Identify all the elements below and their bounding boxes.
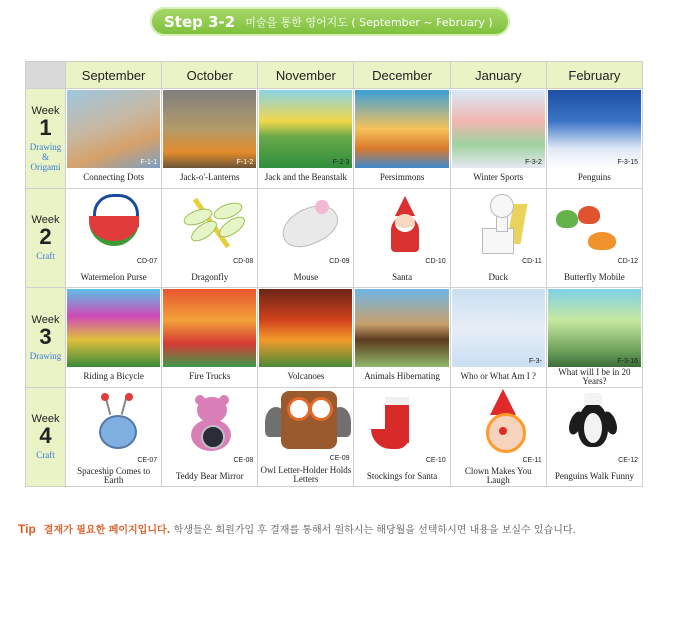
watermelon-shape [89, 216, 139, 246]
lesson-stockings-for-santa[interactable] [354, 388, 449, 487]
week-number: 1 [39, 114, 52, 140]
santa-hat-shape [395, 196, 415, 216]
lesson-code: F-3-2 [525, 158, 542, 166]
craft-thumbnail [548, 389, 641, 467]
craft-thumbnail [163, 190, 256, 268]
drawing-thumbnail [67, 289, 160, 367]
penguin-hat-shape [584, 393, 602, 405]
week-label: Week [31, 413, 60, 426]
craft-thumbnail [259, 389, 352, 465]
week-4-header [26, 388, 65, 487]
drawing-thumbnail [67, 90, 160, 168]
lesson-code: CD-07 [136, 258, 158, 265]
drawing-thumbnail [259, 289, 352, 367]
lesson-title: Dragonfly [191, 271, 229, 282]
lesson-code: F-3- [528, 357, 542, 365]
lesson-teddy-bear-mirror[interactable] [162, 388, 257, 487]
step-label: Step 3-2 [164, 12, 236, 31]
lesson-title: Volcanoes [287, 371, 325, 381]
craft-thumbnail [67, 190, 160, 268]
lesson-code: F-3-16 [617, 357, 638, 365]
week-2-header [26, 189, 65, 288]
table-corner [26, 62, 65, 88]
antenna-ball-shape [101, 393, 109, 401]
bear-head-shape [197, 397, 227, 423]
lesson-code: CE-12 [618, 457, 638, 464]
lesson-title: Duck [488, 271, 508, 282]
lesson-what-will-i-be[interactable] [547, 288, 642, 387]
lesson-penguins[interactable] [547, 89, 642, 188]
butterfly-shape [556, 210, 578, 228]
drawing-thumbnail [548, 289, 641, 367]
lesson-code: CE-09 [329, 455, 350, 462]
clown-nose-shape [499, 427, 507, 435]
lesson-title: Jack and the Beanstalk [264, 172, 348, 182]
week-3-header [26, 288, 65, 387]
drawing-thumbnail [452, 289, 545, 367]
lesson-title: Stockings for Santa [366, 470, 438, 481]
drawing-thumbnail [355, 289, 448, 367]
curriculum-table [25, 61, 643, 487]
owl-eye-shape [309, 397, 333, 421]
lesson-title: Butterfly Mobile [564, 271, 625, 282]
lesson-santa[interactable] [354, 189, 449, 288]
craft-thumbnail [355, 190, 448, 268]
craft-thumbnail [163, 389, 256, 467]
lesson-title: Winter Sports [473, 172, 524, 182]
week-category: Craft [36, 450, 55, 461]
penguin-belly-shape [584, 413, 602, 443]
butterfly-shape [588, 232, 616, 250]
lesson-fire-trucks[interactable] [162, 288, 257, 387]
tip-line [18, 521, 668, 537]
week-category: Drawing [29, 350, 62, 361]
lesson-code: CD-09 [329, 258, 350, 265]
lesson-volcanoes[interactable] [258, 288, 353, 387]
lesson-jack-and-the-beanstalk[interactable] [258, 89, 353, 188]
lesson-title: Fire Trucks [189, 371, 231, 381]
tip-text: 학생들은 회원가입 후 결재를 통해서 원하시는 해당월을 선택하시면 내용을 보실수 있습니다. [173, 525, 576, 536]
lesson-title: Teddy Bear Mirror [175, 470, 244, 481]
lesson-code: F-1-1 [140, 158, 158, 166]
spaceship-shape [99, 415, 137, 449]
craft-thumbnail [259, 190, 352, 268]
craft-thumbnail [67, 389, 160, 467]
lesson-title: Santa [392, 271, 413, 282]
duck-head-shape [490, 194, 514, 218]
lesson-title: Watermelon Purse [80, 271, 147, 282]
lesson-title: Persimmons [379, 172, 425, 182]
lesson-who-or-what-am-i[interactable] [451, 288, 546, 387]
drawing-thumbnail [548, 90, 641, 168]
week-label: Week [31, 214, 60, 227]
section-title-badge [150, 7, 510, 36]
drawing-thumbnail [259, 90, 352, 168]
month-header-december: December [354, 62, 449, 88]
lesson-title: Animals Hibernating [364, 371, 440, 381]
lesson-code: CE-11 [522, 457, 542, 464]
lesson-code: CE-10 [425, 457, 446, 464]
lesson-animals-hibernating[interactable] [354, 288, 449, 387]
santa-face-shape [395, 214, 415, 232]
lesson-winter-sports[interactable] [451, 89, 546, 188]
week-1-header [26, 89, 65, 188]
lesson-title: Connecting Dots [83, 172, 144, 182]
clown-hat-shape [490, 389, 516, 415]
craft-thumbnail [548, 190, 641, 268]
craft-thumbnail [355, 389, 448, 467]
drawing-thumbnail [163, 289, 256, 367]
lesson-title: Spaceship Comes to Earth [77, 466, 151, 485]
week-label: Week [31, 313, 60, 326]
lesson-code: CE-07 [137, 457, 158, 464]
lesson-title: What will I be in 20 Years? [558, 366, 631, 386]
lesson-title: Riding a Bicycle [83, 371, 144, 381]
lesson-code: CD-10 [425, 258, 446, 265]
lesson-watermelon-purse[interactable] [66, 189, 161, 288]
lesson-code: F-1-2 [236, 158, 254, 166]
owl-eye-shape [287, 397, 311, 421]
lesson-dragonfly[interactable] [162, 189, 257, 288]
lesson-title: Clown Makes You Laugh [464, 466, 532, 485]
mirror-shape [201, 425, 225, 449]
craft-thumbnail [452, 389, 545, 467]
lesson-code: CE-08 [233, 457, 254, 464]
tip-label: Tip [18, 522, 36, 536]
section-subtitle: 미술을 통한 영어지도 ( September ~ February ) [245, 15, 493, 29]
lesson-code: CD-12 [617, 258, 638, 265]
lesson-connecting-dots[interactable] [66, 89, 161, 188]
month-header-november: November [258, 62, 353, 88]
month-header-september: September [66, 62, 161, 88]
lesson-penguins-walk-funny[interactable] [547, 388, 642, 487]
week-number: 3 [39, 323, 52, 349]
craft-thumbnail [452, 190, 545, 268]
lesson-mouse[interactable] [258, 189, 353, 288]
lesson-title: Mouse [293, 271, 319, 282]
antenna-ball-shape [125, 393, 133, 401]
drawing-thumbnail [163, 90, 256, 168]
lesson-spaceship[interactable] [66, 388, 161, 487]
lesson-code: CD-08 [233, 258, 254, 265]
lesson-code: F-2-3 [332, 158, 350, 166]
week-number: 4 [39, 423, 52, 449]
lesson-butterfly-mobile[interactable] [547, 189, 642, 288]
mouse-ear-shape [315, 200, 329, 214]
lesson-title: Penguins [577, 172, 611, 182]
tip-highlight: 결재가 필요한 페이지입니다. [43, 525, 171, 536]
month-header-october: October [162, 62, 257, 88]
week-category: Craft [36, 251, 55, 262]
butterfly-shape [578, 206, 600, 224]
lesson-code: CD-11 [522, 258, 542, 265]
lesson-riding-a-bicycle[interactable] [66, 288, 161, 387]
month-header-february: February [547, 62, 642, 88]
mouse-body-shape [276, 197, 344, 254]
lesson-clown[interactable] [451, 388, 546, 487]
drawing-thumbnail [355, 90, 448, 168]
lesson-duck[interactable] [451, 189, 546, 288]
stocking-foot-shape [371, 429, 409, 449]
lesson-title: Owl Letter-Holder Holds Letters [260, 465, 352, 484]
week-number: 2 [39, 224, 52, 250]
lesson-title: Penguins Walk Funny [554, 470, 634, 481]
lesson-owl-letter-holder[interactable] [258, 388, 353, 487]
week-label: Week [31, 104, 60, 117]
week-category: Drawing & Origami [29, 141, 62, 172]
month-header-january: January [451, 62, 546, 88]
lesson-title: Jack-o'-Lanterns [179, 172, 240, 182]
lesson-code: F-3-15 [617, 158, 638, 166]
lesson-jack-o-lanterns[interactable] [162, 89, 257, 188]
lesson-persimmons[interactable] [354, 89, 449, 188]
lesson-title: Who or What Am I ? [460, 371, 537, 381]
drawing-thumbnail [452, 90, 545, 168]
